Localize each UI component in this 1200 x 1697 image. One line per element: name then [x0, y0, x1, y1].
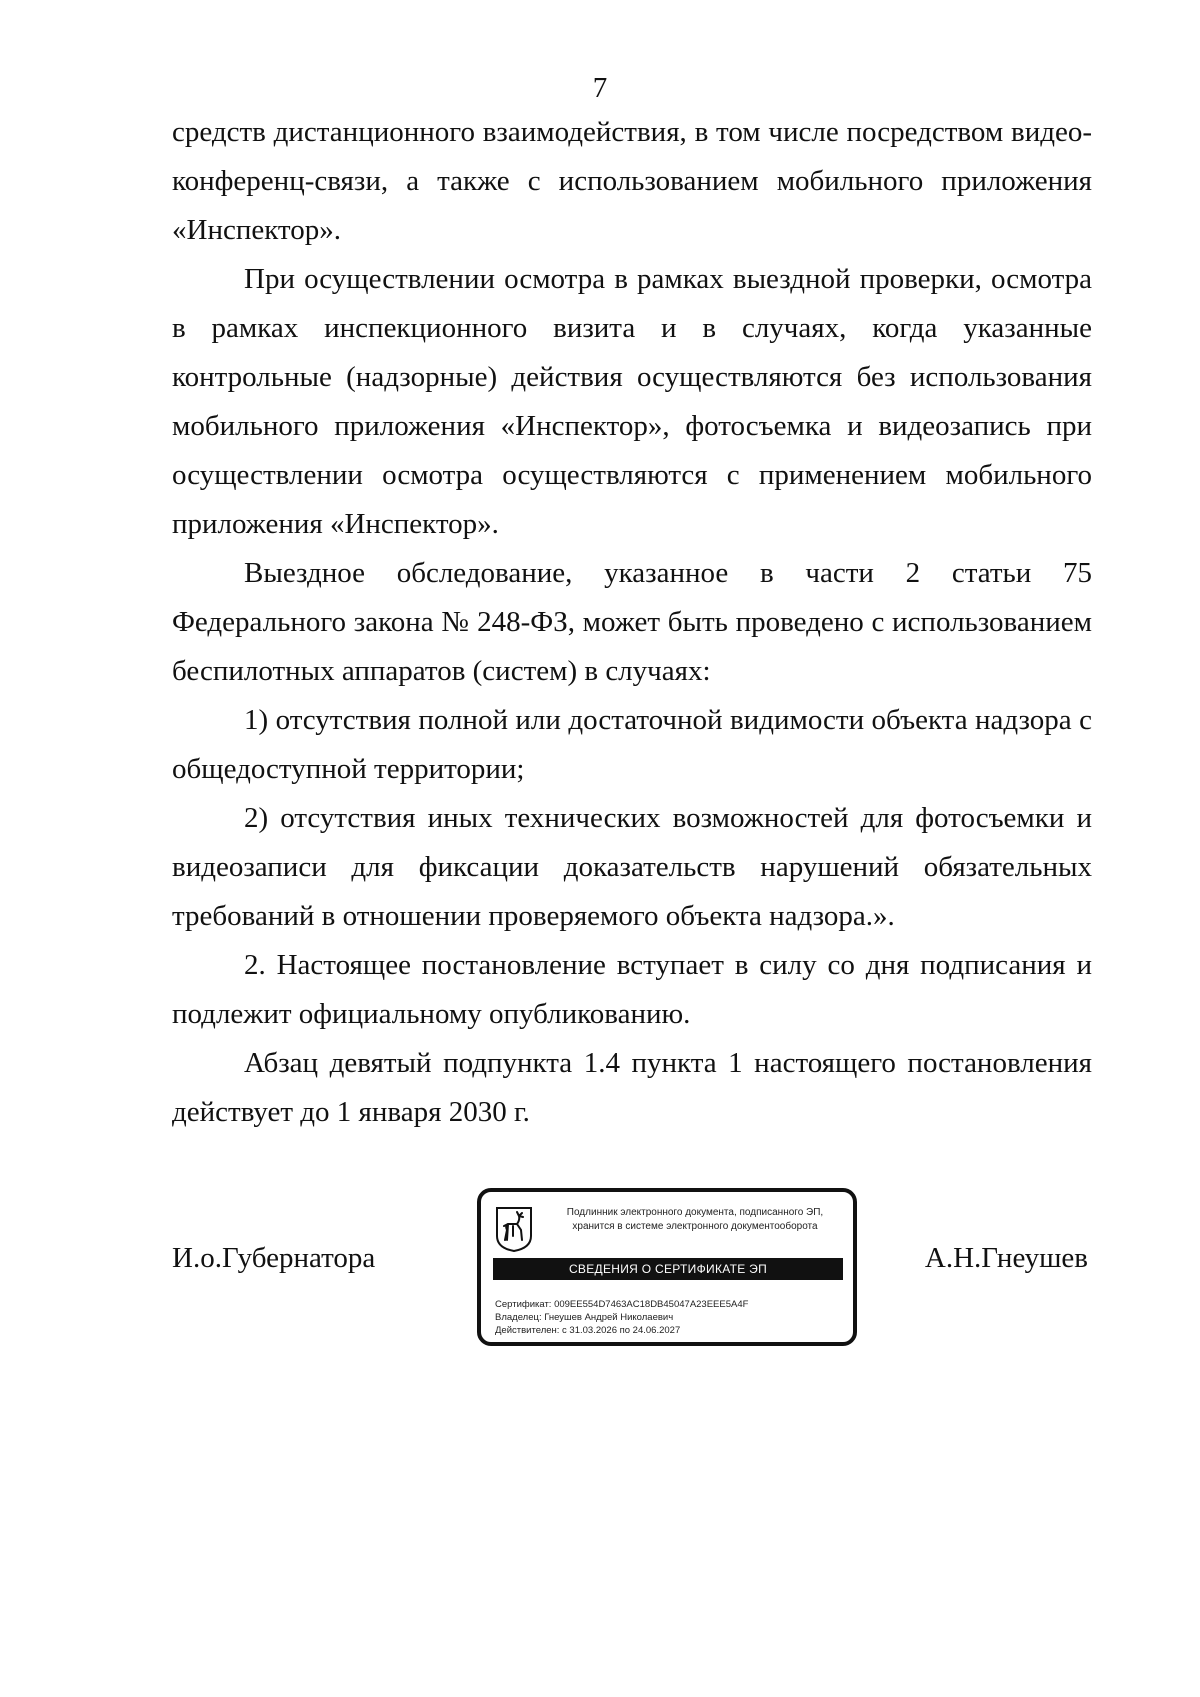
document-body — [172, 108, 1092, 1137]
stamp-details — [495, 1298, 845, 1337]
signer-position: И.о.Губернатора — [172, 1242, 376, 1274]
paragraph-4: 1) отсутствия полной или достаточной видимости объекта надзора с общедоступной территории; — [172, 704, 1092, 785]
stamp-header — [545, 1206, 845, 1234]
stamp-owner: Владелец: Гнеушев Андрей Николаевич — [495, 1312, 674, 1323]
stamp-header-line-2: хранится в системе электронного документооборота — [572, 1221, 818, 1232]
paragraph-1: средств дистанционного взаимодействия, в том числе посредством видео-конференц-связи, а также с использованием мобильного приложения «Инспектор». — [172, 116, 1092, 246]
paragraph-5: 2) отсутствия иных технических возможностей для фотосъемки и видеозаписи для фиксации доказательств нарушений обязательных требований в отношении проверяемого объекта надзора.». — [172, 802, 1092, 932]
paragraph-7: Абзац девятый подпункта 1.4 пункта 1 настоящего постановления действует до 1 января 2030 г. — [172, 1047, 1092, 1128]
signer-name: А.Н.Гнеушев — [924, 1242, 1088, 1274]
stamp-validity: Действителен: с 31.03.2026 по 24.06.2027 — [495, 1325, 681, 1336]
electronic-signature-stamp — [477, 1188, 857, 1346]
paragraph-3: Выездное обследование, указанное в части 2 статьи 75 Федерального закона № 248-ФЗ, может быть проведено с использованием беспилотных аппаратов (систем) в случаях: — [172, 557, 1092, 687]
stamp-certificate: Сертификат: 009EE554D7463AC18DB45047A23EEE5A4F — [495, 1299, 749, 1310]
deer-coat-of-arms-icon — [495, 1206, 533, 1252]
stamp-header-line-1: Подлинник электронного документа, подписанного ЭП, — [566, 1207, 824, 1218]
paragraph-2: При осуществлении осмотра в рамках выездной проверки, осмотра в рамках инспекционного визита и в случаях, когда указанные контрольные (надзорные) действия осуществляются без использования мобильного приложения «Инспектор», фотосъемка и видеозапись при осуществлении осмотра осуществляются с применением мобильного приложения «Инспектор». — [172, 263, 1092, 540]
paragraph-6: 2. Настоящее постановление вступает в силу со дня подписания и подлежит официальному опубликованию. — [172, 949, 1092, 1030]
page-number: 7 — [592, 72, 608, 104]
stamp-title-bar: СВЕДЕНИЯ О СЕРТИФИКАТЕ ЭП — [493, 1258, 843, 1280]
